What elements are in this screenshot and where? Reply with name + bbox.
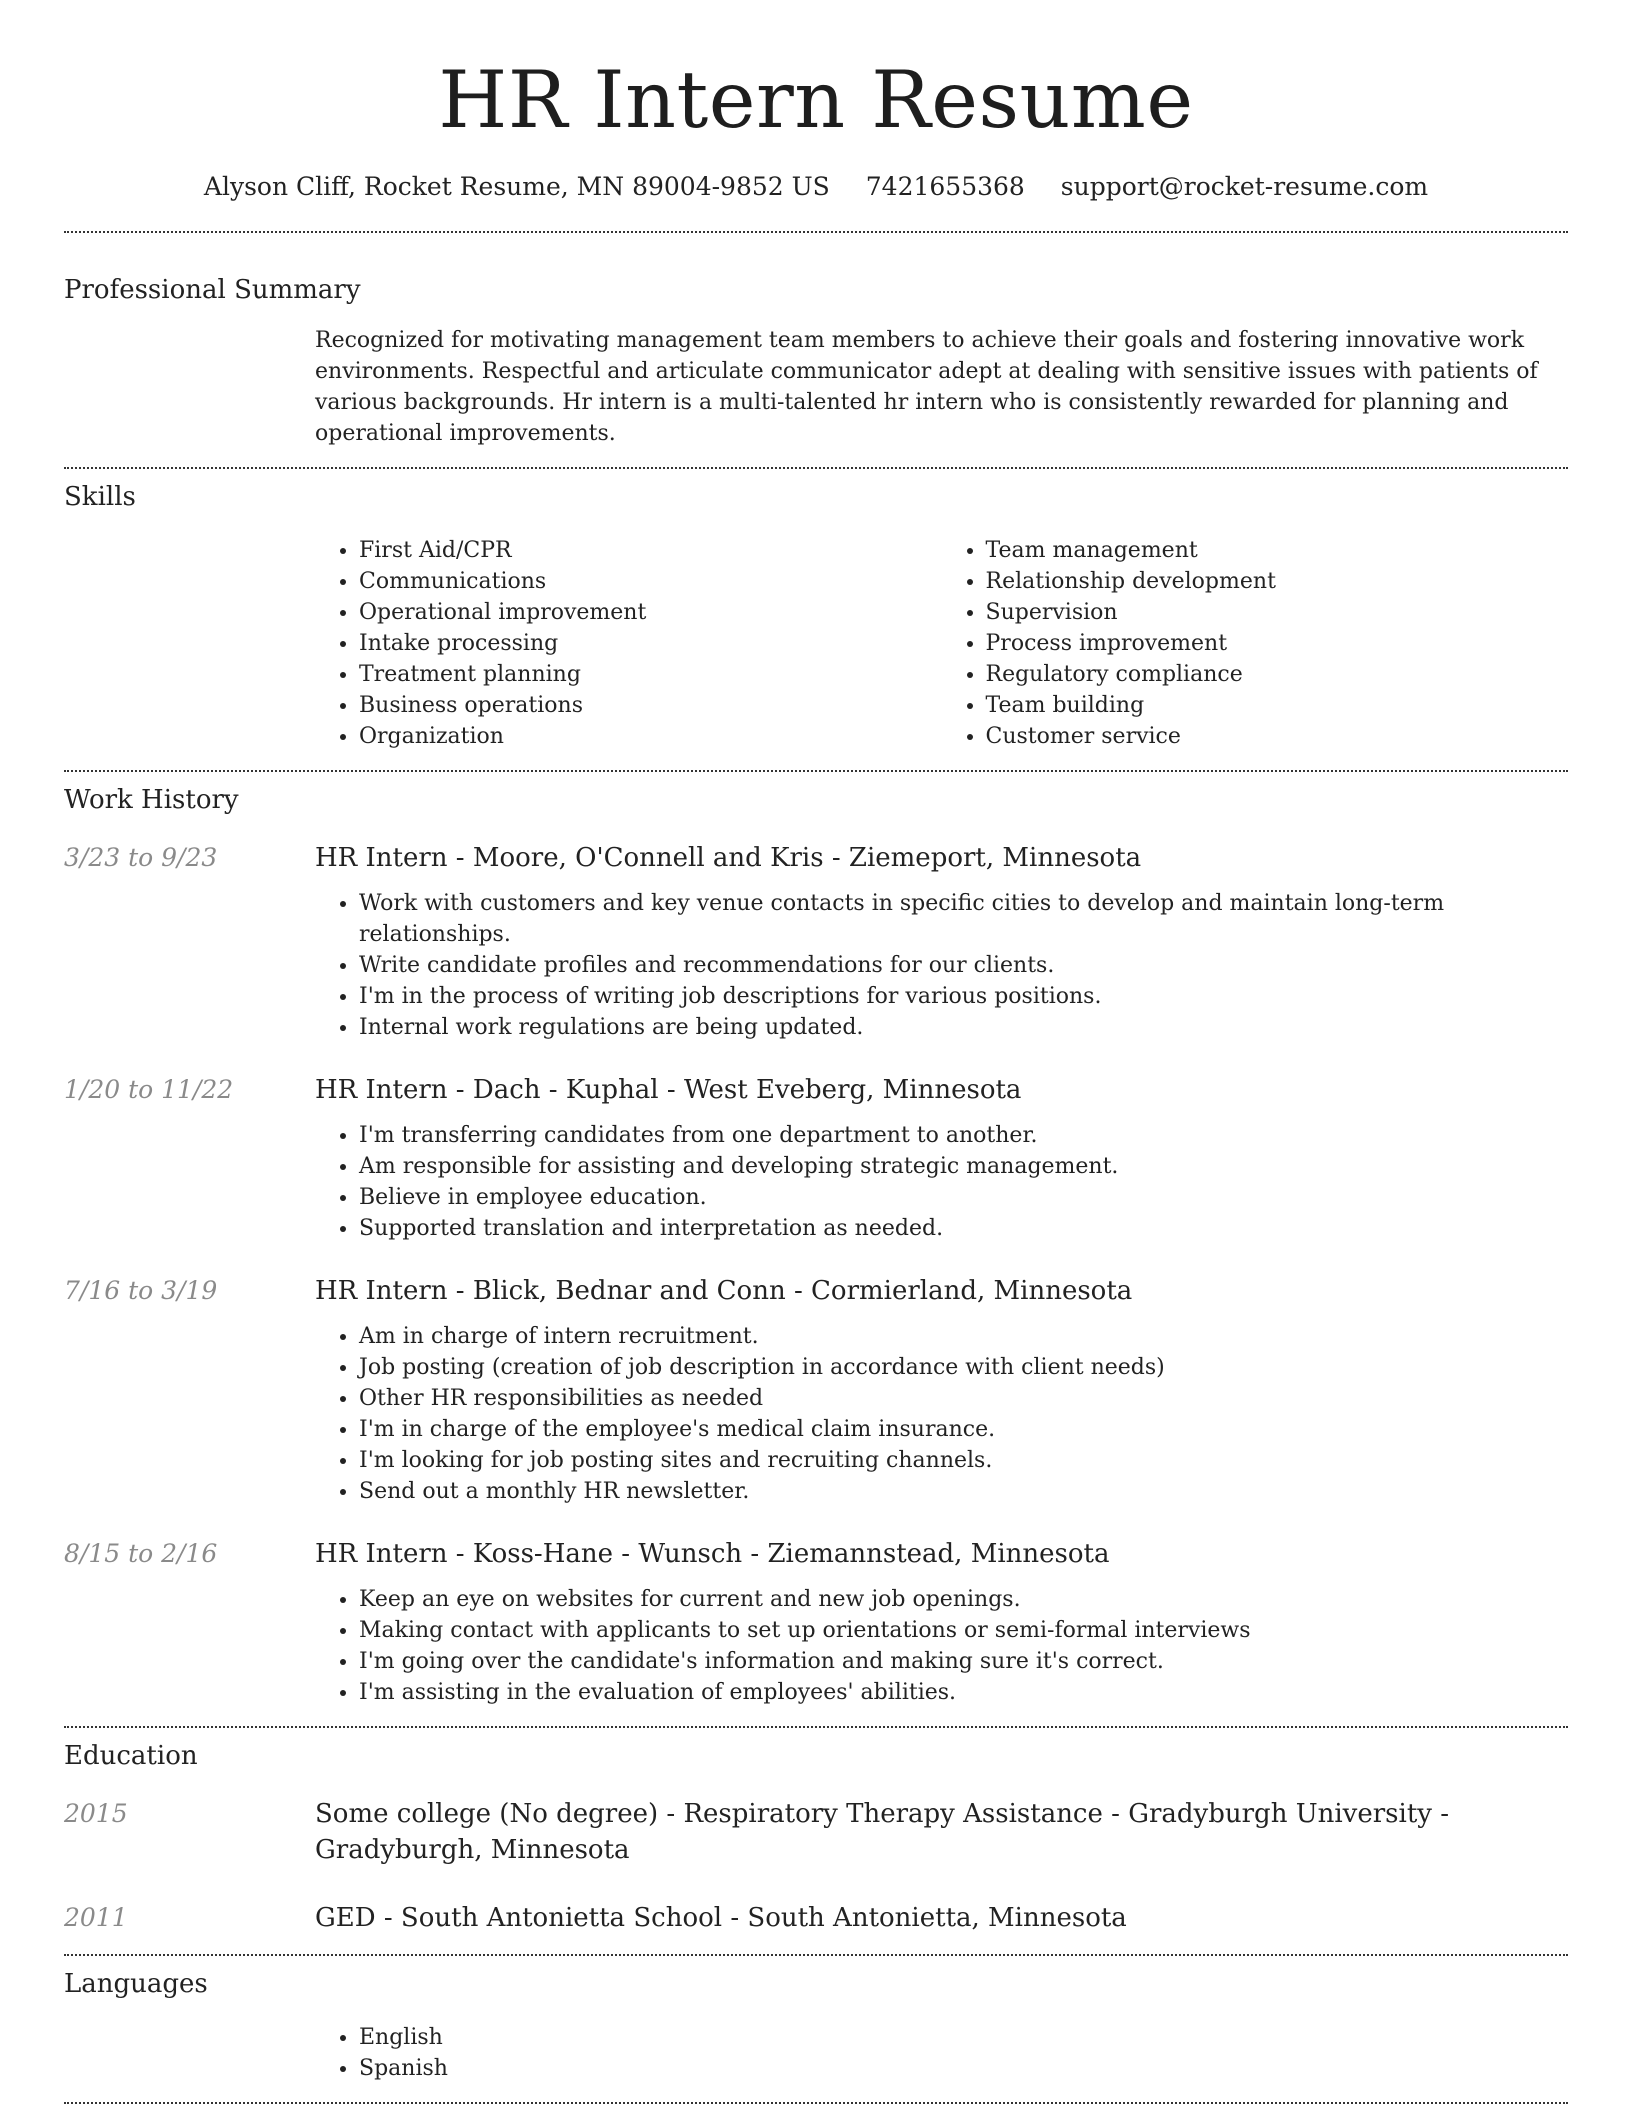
divider [64,1954,1568,1956]
section-heading-summary: Professional Summary [64,275,361,305]
education-year: 2015 [64,1799,128,1828]
contact-address: Alyson Cliff, Rocket Resume, MN 89004-9852 US [203,172,830,201]
job-bullet: • Work with customers and key venue contacts in specific cities to develop and maintain long-term relationships. [359,888,1568,950]
section-heading-work: Work History [64,785,239,815]
job-bullets [315,1584,1251,1708]
education-details [315,1796,1568,1868]
skills-section [64,480,1568,752]
job-entry [64,1072,1568,1244]
skill-item: • Organization [359,721,942,752]
resume-page [64,0,1568,2104]
job-entry [64,840,1568,1043]
work-section [64,783,1568,1708]
education-year: 2011 [64,1903,128,1932]
section-heading-languages: Languages [64,1969,208,1999]
skill-item: • Customer service [986,721,1569,752]
education-details [315,1900,1568,1936]
divider [64,1726,1568,1728]
skill-item: • Regulatory compliance [986,659,1569,690]
section-heading-skills: Skills [64,482,136,512]
skill-item: • Intake processing [359,628,942,659]
skills-list-right [942,535,1569,752]
skill-item: • Process improvement [986,628,1569,659]
job-title: HR Intern - Dach - Kuphal - West Eveberg, Minnesota [315,1075,1022,1105]
education-school: - Gradyburgh University - Gradyburgh, Minnesota [315,1799,1450,1865]
skill-item: • Relationship development [986,566,1569,597]
job-bullets [315,888,1568,1043]
section-heading-education: Education [64,1741,198,1771]
education-degree: Some college (No degree) - Respiratory Therapy Assistance [315,1799,1103,1829]
job-bullet: • I'm assisting in the evaluation of employees' abilities. [359,1677,1251,1708]
education-school: - South Antonietta School - South Antonietta, Minnesota [375,1903,1127,1933]
divider [64,2102,1568,2104]
summary-text: Recognized for motivating management team members to achieve their goals and fostering innovative work environments. Respectful and articulate communicator adept at dealing with sensitive issues with patients of various backgrounds. Hr intern is a multi-talented hr intern who is consistently rewarded for planning and operational improvements. [315,328,1538,446]
job-title: HR Intern - Moore, O'Connell and Kris - Ziemeport, Minnesota [315,843,1142,873]
job-bullets [315,1321,1165,1507]
job-bullet: • Keep an eye on websites for current and new job openings. [359,1584,1251,1615]
divider [64,467,1568,469]
job-bullet: • Believe in employee education. [359,1182,1118,1213]
job-bullet: • I'm in charge of the employee's medical claim insurance. [359,1414,1165,1445]
job-bullet: • Am responsible for assisting and developing strategic management. [359,1151,1118,1182]
contact-email: support@rocket-resume.com [1060,172,1429,201]
skill-item: • Communications [359,566,942,597]
skill-item: • Supervision [986,597,1569,628]
job-bullet: • Job posting (creation of job description in accordance with client needs) [359,1352,1165,1383]
job-bullet: • Other HR responsibilities as needed [359,1383,1165,1414]
job-entry [64,1273,1568,1507]
divider [64,770,1568,772]
job-body [315,1536,1251,1708]
languages-content [315,2022,1568,2084]
job-bullet: • Supported translation and interpretation as needed. [359,1213,1118,1244]
job-dates: 3/23 to 9/23 [64,843,218,872]
language-item: • English [359,2022,1568,2053]
job-body [315,840,1568,1043]
education-section [64,1739,1568,1936]
resume-title: HR Intern Resume [438,54,1194,146]
job-bullet: • I'm going over the candidate's information and making sure it's correct. [359,1646,1251,1677]
skill-item: • First Aid/CPR [359,535,942,566]
skills-columns [315,535,1568,752]
skill-item: • Team management [986,535,1569,566]
skill-item: • Team building [986,690,1569,721]
skills-list-left [315,535,942,752]
job-body [315,1072,1118,1244]
job-entry [64,1536,1568,1708]
job-dates: 8/15 to 2/16 [64,1539,218,1568]
skill-item: • Operational improvement [359,597,942,628]
job-bullet: • I'm looking for job posting sites and recruiting channels. [359,1445,1165,1476]
contact-line [64,170,1568,204]
languages-list [315,2022,1568,2084]
summary-section [64,273,1568,449]
contact-phone: 7421655368 [865,172,1025,201]
education-entry [64,1796,1568,1868]
language-item: • Spanish [359,2053,1568,2084]
job-dates: 1/20 to 11/22 [64,1075,234,1104]
job-bullet: • Am in charge of intern recruitment. [359,1321,1165,1352]
job-title: HR Intern - Koss-Hane - Wunsch - Ziemannstead, Minnesota [315,1539,1110,1569]
job-dates: 7/16 to 3/19 [64,1276,218,1305]
education-degree: GED [315,1903,376,1933]
languages-section [64,1967,1568,2084]
skill-item: • Treatment planning [359,659,942,690]
divider [64,231,1568,233]
job-bullet: • I'm transferring candidates from one department to another. [359,1120,1118,1151]
job-bullet: • Write candidate profiles and recommendations for our clients. [359,950,1568,981]
summary-content [315,325,1568,449]
job-bullet: • Send out a monthly HR newsletter. [359,1476,1165,1507]
job-bullets [315,1120,1118,1244]
job-title: HR Intern - Blick, Bednar and Conn - Cormierland, Minnesota [315,1276,1133,1306]
job-bullet: • I'm in the process of writing job descriptions for various positions. [359,981,1568,1012]
education-entry [64,1900,1568,1936]
skill-item: • Business operations [359,690,942,721]
job-bullet: • Internal work regulations are being updated. [359,1012,1568,1043]
job-body [315,1273,1165,1507]
job-bullet: • Making contact with applicants to set up orientations or semi-formal interviews [359,1615,1251,1646]
